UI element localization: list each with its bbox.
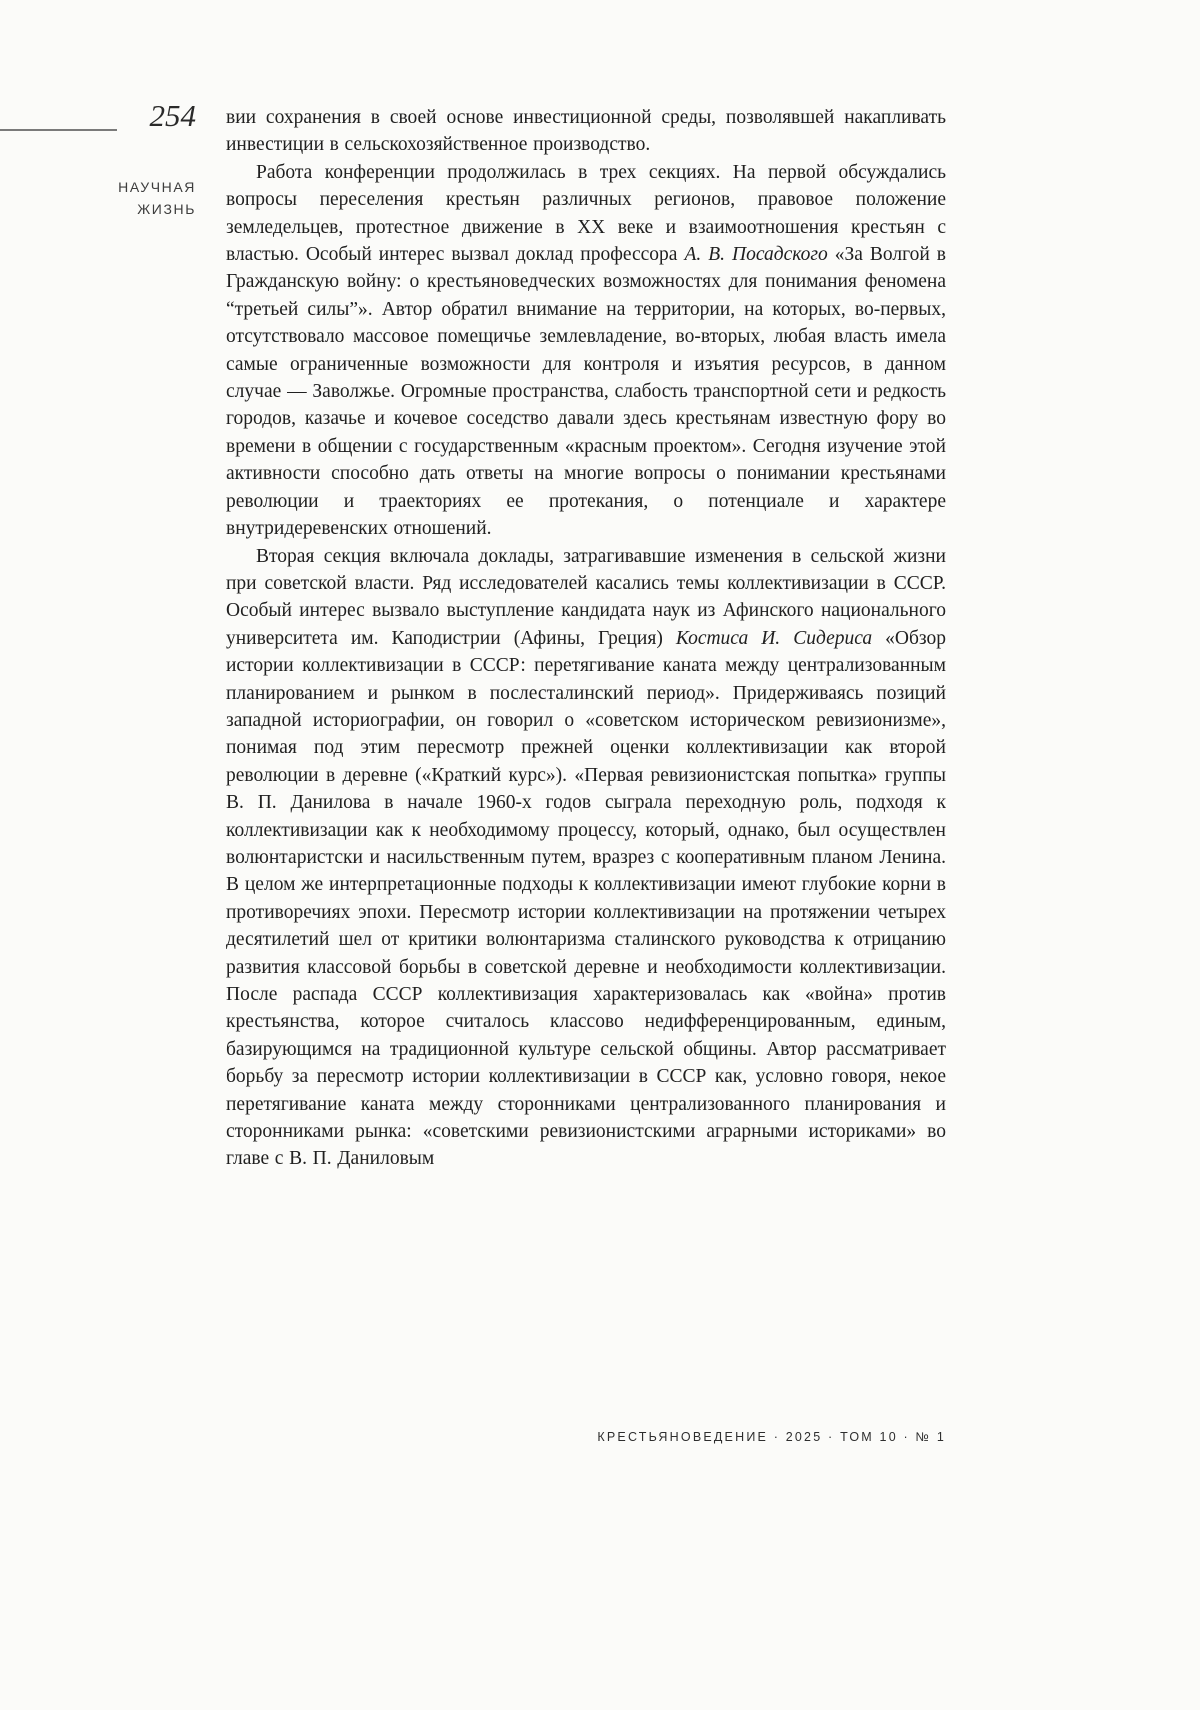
speaker-name-italic: Костиса И. Сидериса bbox=[675, 627, 873, 649]
journal-running-footer: КРЕСТЬЯНОВЕДЕНИЕ · 2025 · ТОМ 10 · № 1 bbox=[597, 1430, 946, 1444]
article-text-block bbox=[226, 104, 946, 1173]
paragraph-text: Работа конференции продолжилась в трех секциях. На первой обсуждались вопросы переселения крестьян различных регионов, правовое положение земледельцев, протестное движение в XX веке и взаимоотношения крестьян с властью. Особый интерес вызвал доклад профессора bbox=[226, 161, 946, 266]
speaker-name-italic: А. В. Посадского bbox=[684, 244, 828, 266]
section-rubric bbox=[0, 176, 196, 220]
rubric-line-1: НАУЧНАЯ bbox=[118, 179, 196, 195]
paragraph-text: «Обзор истории коллективизации в СССР: перетягивание каната между централизованным планированием и рынком в послесталинский период». Придерживаясь позиций западной историографии, он говорил о «советском историческом ревизионизме», понимая под этим пересмотр прежней оценки коллективизации как второй революции в деревне («Краткий курс»). «Первая ревизионистская попытка» группы В. П. Данилова в начале 1960-х годов сыграла переходную роль, подходя к коллективизации как к необходимому процессу, который, однако, был осуществлен волюнтаристски и насильственным путем, вразрез с кооперативным планом Ленина. В целом же интерпретационные подходы к коллективизации имеют глубокие корни в противоречиях эпохи. Пересмотр истории коллективизации на протяжении четырех десятилетий шел от критики волюнтаризма сталинского руководства к отрицанию развития классовой борьбы в советской деревне и необходимости коллективизации. После распада СССР коллективизация характеризовалась как «война» против крестьянства, которое считалось классово недифференцированным, единым, базирующимся на традиционной культуре сельской общины. Автор рассматривает борьбу за пересмотр истории коллективизации в СССР как, условно говоря, некое перетягивание каната между сторонниками централизованного планирования и сторонниками рынка: «советскими ревизионистскими аграрными историками» во главе с В. П. Даниловым bbox=[226, 627, 947, 1170]
paragraph-text: вии сохранения в своей основе инвестиционной среды, позволявшей накапливать инвестиции в сельскохозяйственное производство. bbox=[226, 107, 946, 156]
paragraph-text: «За Волгой в Гражданскую войну: о крестьяноведческих возможностях для понимания феномена “третьей силы”». Автор обратил внимание на территории, на которых, во-первых, отсутствовало массовое помещичье землевладение, во-вторых, любая власть имела самые ограниченные возможности для контроля и изъятия ресурсов, в данном случае — Заволжье. Огромные пространства, слабость транспортной сети и редкость городов, казачье и кочевое соседство давали здесь крестьянам известную фору во времени в общении с государственным «красным проектом». Сегодня изучение этой активности способно дать ответы на многие вопросы о понимании крестьянами революции и траекториях ее протекания, о потенциале и характере внутридеревенских отношений. bbox=[226, 244, 946, 540]
paragraph-second-section bbox=[226, 543, 946, 1173]
paragraph-text: Вторая секция включала доклады, затрагивавшие изменения в сельской жизни при советской власти. Ряд исследователей касались темы коллективизации в СССР. Особый интерес вызвало выступление кандидата наук из Афинского национального университета им. Каподистрии (Афины, Греция) bbox=[226, 545, 946, 649]
paragraph-first-section bbox=[226, 159, 946, 543]
paragraph-continuation bbox=[226, 104, 946, 159]
page-number: 254 bbox=[149, 98, 196, 133]
rubric-line-2: ЖИЗНЬ bbox=[137, 201, 196, 217]
